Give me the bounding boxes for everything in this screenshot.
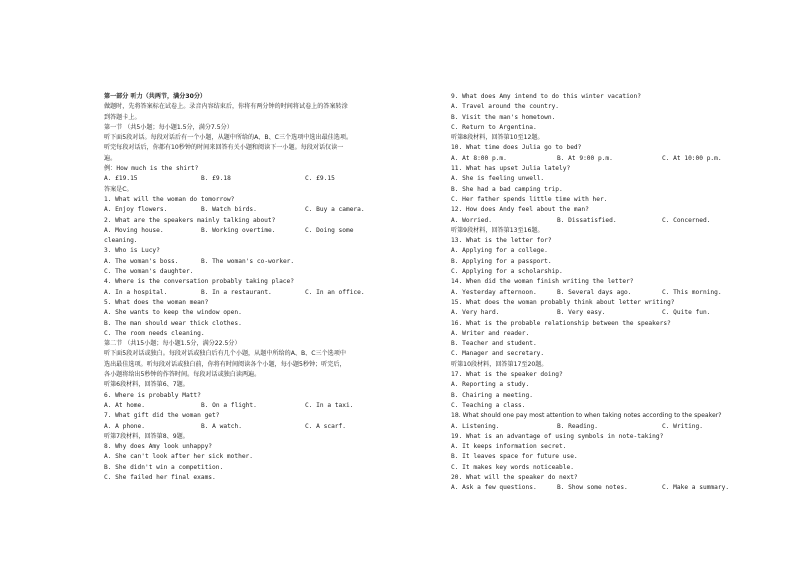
text-line: 第一节 （共5小题；每小题1.5分，满分7.5分） <box>104 123 233 131</box>
text-line: 6. Where is probably Matt? <box>104 391 201 399</box>
text-line: 听下面5段对话或独白。每段对话或独白后有几个小题，从题中所给的A、B、C三个选项中 <box>104 350 346 358</box>
text-line: C. Applying for a scholarship. <box>451 268 563 276</box>
text-line: A. Reporting a study. <box>451 381 530 389</box>
text-line: C. Her father spends little time with her. <box>451 195 608 203</box>
text-line: A. Travel around the country. <box>451 103 560 111</box>
text-line: 4. Where is the conversation probably taking place? <box>104 278 294 286</box>
answer-option-b: B. Working overtime. <box>201 226 276 234</box>
answer-option-b: B. On a flight. <box>201 401 257 409</box>
answer-option-b: B. Show some notes. <box>557 484 628 492</box>
answer-option-b: B. Very easy. <box>557 309 606 317</box>
text-line: 听下面5段对话。每段对话后有一个小题，从题中所给的A、B、C三个选项中选出最佳选项。 <box>104 134 353 142</box>
answer-option-b: B. The woman's co-worker. <box>201 257 295 265</box>
text-line: A. Writer and reader. <box>451 329 530 337</box>
text-line: 答案是C。 <box>104 185 133 193</box>
answer-option-a: A. Very hard. <box>451 309 500 317</box>
text-line: C. The room needs cleaning. <box>104 329 205 337</box>
answer-option-a: A. Ask a few questions. <box>451 484 537 492</box>
text-line: B. She didn't win a competition. <box>104 463 224 471</box>
text-line: C. The woman's daughter. <box>104 268 194 276</box>
text-line: B. Applying for a passport. <box>451 257 552 265</box>
text-line: 20. What will the speaker do next? <box>451 473 578 481</box>
answer-option-a: A. In a hospital. <box>104 288 168 296</box>
answer-options-row <box>104 174 426 184</box>
text-line: 13. What is the letter for? <box>451 237 552 245</box>
text-line: 听第6段材料，回答第6、7题。 <box>104 381 189 389</box>
answer-options-row <box>104 401 426 411</box>
text-line: 18. What should one pay most attention to when taking notes according to the speaker? <box>451 412 722 420</box>
text-line: 14. When did the woman finish writing the letter? <box>451 278 634 286</box>
answer-option-b: B. Reading. <box>557 422 598 430</box>
answer-option-a: A. £19.15 <box>104 175 138 183</box>
text-line: 12. How does Andy feel about the man? <box>451 206 589 214</box>
text-line: 11. What has upset Julia lately? <box>451 165 571 173</box>
answer-option-a: A. At home. <box>104 401 145 409</box>
answer-option-b: B. Watch birds. <box>201 206 257 214</box>
answer-options-row <box>104 422 426 432</box>
text-line: 第一部分 听力（共两节，满分30分） <box>104 93 207 100</box>
text-line: 例：How much is the shirt? <box>104 165 199 173</box>
answer-option-c: C. £9.15 <box>305 175 335 183</box>
answer-option-c: C. Quite fun. <box>662 309 711 317</box>
answer-option-a: A. At 8:00 p.m. <box>451 154 507 162</box>
left-column <box>104 92 426 483</box>
text-line: B. Teacher and student. <box>451 340 537 348</box>
text-line: cleaning. <box>104 237 138 245</box>
text-line: 7. What gift did the woman get? <box>104 412 220 420</box>
text-line: 17. What is the speaker doing? <box>451 371 563 379</box>
answer-option-c: C. Concerned. <box>662 216 711 224</box>
answer-option-a: A. Yesterday afternoon. <box>451 288 537 296</box>
text-line: 听第10段材料，回答第17至20题。 <box>451 360 548 368</box>
answer-options-row <box>104 205 426 215</box>
answer-options-row <box>451 308 763 318</box>
text-line: B. Chairing a meeting. <box>451 391 533 399</box>
answer-option-b: B. Several days ago. <box>557 288 632 296</box>
text-line: 选出最佳选项。听每段对话或独白前，你将有时间阅读各个小题，每小题5秒钟；听完后， <box>104 360 346 368</box>
answer-options-row <box>451 216 763 226</box>
text-line: C. Return to Argentina. <box>451 123 537 131</box>
answer-options-row <box>451 288 763 298</box>
answer-option-b: B. In a restaurant. <box>201 288 272 296</box>
text-line: C. Manager and secretary. <box>451 350 545 358</box>
text-line: 19. What is an advantage of using symbols in note-taking? <box>451 432 664 440</box>
answer-option-c: C. Writing. <box>662 422 703 430</box>
answer-option-c: C. Doing some <box>305 226 354 234</box>
text-line: 听完每段对话后，你都有10秒钟的时间来回答有关小题和阅读下一小题。每段对话仅读一 <box>104 144 344 152</box>
text-line: 5. What does the woman mean? <box>104 298 209 306</box>
text-line: 遍。 <box>104 154 117 162</box>
text-line: 10. What time does Julia go to bed? <box>451 144 582 152</box>
text-line: B. She had a bad camping trip. <box>451 185 563 193</box>
text-line: 3. Who is Lucy? <box>104 247 160 255</box>
text-line: 第二节 （共15小题；每小题1.5分，满分22.5分） <box>104 340 241 348</box>
answer-option-c: C. In a taxi. <box>305 401 354 409</box>
text-line: 9. What does Amy intend to do this winter vacation? <box>451 93 641 100</box>
text-line: 16. What is the probable relationship between the speakers? <box>451 319 671 327</box>
text-line: 到答题卡上。 <box>104 113 141 121</box>
text-line: A. It keeps information secret. <box>451 443 567 451</box>
answer-option-c: C. In an office. <box>305 288 365 296</box>
answer-options-row <box>451 483 763 493</box>
answer-option-c: C. This morning. <box>662 288 722 296</box>
text-line: A. She is feeling unwell. <box>451 175 545 183</box>
text-line: 做题时，先将答案标在试卷上。录音内容结束后，你将有两分钟的时间将试卷上的答案转涂 <box>104 103 348 111</box>
text-line: 15. What does the woman probably think about letter writing? <box>451 298 675 306</box>
text-line: 听第9段材料，回答第13至16题。 <box>451 226 544 234</box>
answer-options-row <box>104 257 426 267</box>
answer-option-a: A. Worried. <box>451 216 492 224</box>
answer-option-a: A. Enjoy flowers. <box>104 206 168 214</box>
text-line: 8. Why does Amy look unhappy? <box>104 443 213 451</box>
text-line: 听第7段材料，回答第8、9题。 <box>104 432 189 440</box>
answer-options-row <box>451 154 763 164</box>
answer-option-a: A. Moving house. <box>104 226 164 234</box>
text-line: A. She can't look after her sick mother. <box>104 453 254 461</box>
answer-options-row <box>451 422 763 432</box>
text-line: B. Visit the man's hometown. <box>451 113 556 121</box>
text-line: 各小题将给出5秒钟的作答时间。每段对话或独白读两遍。 <box>104 371 261 379</box>
answer-option-a: A. Listening. <box>451 422 500 430</box>
answer-option-b: B. A watch. <box>201 422 242 430</box>
text-line: 1. What will the woman do tomorrow? <box>104 195 235 203</box>
answer-option-a: A. The woman's boss. <box>104 257 179 265</box>
text-line: 听第8段材料，回答第10至12题。 <box>451 134 544 142</box>
text-line: C. Teaching a class. <box>451 401 526 409</box>
answer-option-c: C. Make a summary. <box>662 484 730 492</box>
answer-option-b: B. At 9:00 p.m. <box>557 154 613 162</box>
right-column <box>451 92 763 494</box>
answer-option-c: C. A scarf. <box>305 422 346 430</box>
text-line: B. It leaves space for future use. <box>451 453 578 461</box>
answer-options-row <box>104 288 426 298</box>
text-line: B. The man should wear thick clothes. <box>104 319 242 327</box>
text-line: C. It makes key words noticeable. <box>451 463 574 471</box>
text-line: A. Applying for a college. <box>451 247 548 255</box>
text-line: C. She failed her final exams. <box>104 473 216 481</box>
text-line: A. She wants to keep the window open. <box>104 309 242 317</box>
answer-options-row <box>104 226 426 236</box>
answer-option-c: C. At 10:00 p.m. <box>662 154 722 162</box>
answer-option-b: B. Dissatisfied. <box>557 216 617 224</box>
answer-option-b: B. £9.18 <box>201 175 231 183</box>
answer-option-c: C. Buy a camera. <box>305 206 365 214</box>
answer-option-a: A. A phone. <box>104 422 145 430</box>
text-line: 2. What are the speakers mainly talking about? <box>104 216 276 224</box>
